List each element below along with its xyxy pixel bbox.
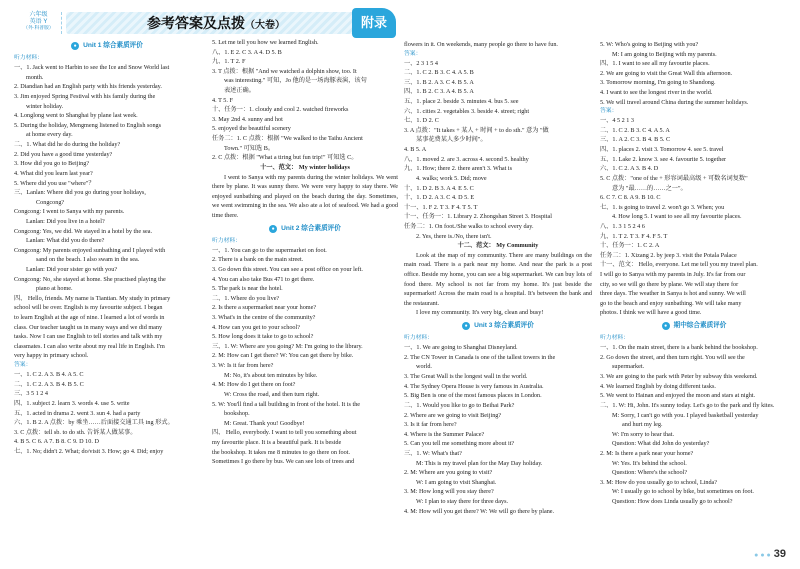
sub-heading: 听力材料： [212,237,241,244]
text-line: 六、1. cities 2. vegetables 3. beside 4. street; right [404,107,530,115]
text-line: was interesting." 可知，Jo 他的是一场海豚表演，该句 [224,77,367,85]
text-line: winter holiday. [26,102,64,110]
text-line: 十一、范文： My winter holidays [260,163,350,171]
section-heading-text: Unit 2 综合素质评价 [281,224,341,232]
page-number [754,546,786,563]
text-line: 3. W: Is it far from here? [212,362,274,370]
text-line: flowers in it. On weekends, many people go there to have fun. [404,41,558,48]
text-line: 4. The Sydney Opera House is very famous in Australia. [404,382,544,390]
sub-heading: 答案： [600,108,618,115]
text-line: 某事花费某人多少时间"。 [416,136,487,144]
text-line: 十、任务一：1. C 2. A [600,242,660,250]
text-line: 2. C 点拨：根据 "What a tiring but fun trip!" 可知选 C。 [212,154,358,162]
sub-heading: 听力材料： [14,55,43,62]
text-line: Sometimes I go there by bus. We can see lots of trees and [212,458,355,466]
text-line: 十二、范文： My Community [457,242,539,250]
text-line: go to the beach and enjoy sunbathing. We will take many [600,299,742,307]
grade-label [16,12,62,34]
text-line: month. [26,73,44,81]
text-line: 4. How long 5. I want to see all my favourite places. [612,213,742,221]
text-line: 四、 Hello, everybody. I want to tell you something about [212,429,357,437]
text-line: tasks. Now I can use English to tell stories and talk with my [14,333,163,341]
text-line: 四、 Hello, friends. My name is Tiantian. My study in primary [14,294,171,302]
text-line: 十一、范文： Hello, everyone. Let me tell you my travel plan. [600,261,758,269]
text-line: 任务二：1. Xizang 2. by jeep 3. visit the Potala Palace [600,251,737,259]
text-line: 一、1. You can go to the supermarket on foot. [212,246,327,254]
text-line: 2. M: How can I get there? W: You can get there by bike. [212,352,354,360]
text-line: 4. walks; work 5. Did; move [416,174,487,182]
text-line: W: I usually go to school by bike, but sometimes on foot. [612,488,754,496]
section-heading [14,41,200,51]
text-line: 意为 "最……的……之一"。 [612,184,687,192]
paragraph: I love my community. It's very big, clean and busy! [416,309,544,317]
text-line: 4. You can also take Bus 471 to get there. [212,275,315,283]
column-1 [14,38,200,457]
text-line: 3. May 2nd 4. sunny and hot [212,115,283,123]
text-line: 六、1. C 2. A 3. B 4. D [600,165,659,173]
text-line: Question: How does Linda usually go to school? [612,498,733,505]
text-line: sand on the beach. I also swam in the sea. [36,256,140,264]
text-line: M: I am going to Beijing with my parents. [612,50,717,58]
text-line: 2. Is there a supermarket near your home? [212,304,317,312]
text-line: 4. How can you get to your school? [212,323,300,331]
text-line: 一、2 3 1 5 4 [404,59,439,67]
text-line: 3. The Great Wall is the longest wall in the world. [404,373,528,381]
text-line: 5. Can you tell me something more about it? [404,440,515,448]
text-line: 九、1. T 2. F [212,58,246,66]
text-line: 十一、任务一：1. Library 2. Zhongshan Street 3. Hospital [404,213,552,221]
text-line: 2. Did you have a good time yesterday? [14,150,113,158]
text-line: 三、1. W: What's that? [404,449,462,457]
column-3 [404,40,592,516]
section-icon: ● [662,322,670,330]
text-line: 二、1. C 2. A 3. B 4. B 5. C [14,380,84,388]
text-line: 十一、1. F 2. T 3. F 4. T 5. T [404,203,478,211]
section-heading-text: 期中综合素质评价 [673,322,727,330]
text-line: W: Cross the road, and then turn right. [224,390,320,398]
text-line: Town." 可知选 B。 [224,144,275,152]
text-line: 二、1. Where do you live? [212,294,280,302]
text-line: Congcong: My parents enjoyed sunbathing and I played with [14,246,166,254]
text-line: 七、1. No; didn't 2. What; do/visit 3. How; go 4. Did; enjoy [14,447,164,455]
text-line: 5. The park is near the hotel. [212,285,283,293]
text-line: city, so we will go there by plane. We will stay there for [600,280,739,288]
text-line: Lanlan: Did you live in a hotel? [26,217,105,225]
text-line: class. Our teacher taught us in many ways and we did many [14,323,163,331]
text-line: 二、1. C 2. B 3. C 4. A 5. B [404,69,474,77]
text-line: 4. Longlong went to Shanghai by plane last week. [14,112,138,120]
text-line: 六、1. B 2. A 点拨：by 乘坐……后面接交通工具 ing 形式。 [14,419,174,427]
text-line: 5. We went to Hainan and enjoyed the moon and stars at night. [600,392,756,400]
text-line: 4. What did you learn last year? [14,169,93,177]
text-line: 八、1. moved 2. are 3. across 4. second 5. healthy [404,155,529,163]
text-line: 三、3 5 1 2 4 [14,390,49,398]
text-line: 四、1. B 2. C 3. A 4. B 5. A [404,88,474,96]
text-line: 2. Diandian had an English party with his friends yesterday. [14,83,162,91]
text-line: 3. M: How do you usually go to school, Linda? [600,478,718,486]
text-line: 一、4 5 2 1 3 [600,117,635,125]
text-line: very happy in primary school. [14,352,89,360]
text-line: 三、1. A 2. C 3. B 4. B 5. C [600,136,671,144]
text-line: 七、1. is going to travel 2. won't go 3. When; you [600,203,725,211]
text-line: 4. M: How will you get there? W: We will go there by plane. [404,507,555,515]
text-line: 2. There is a bank on the main street. [212,256,304,264]
text-line: 3. T 点拨：根据 "And we watched a dolphin show, too. It [212,67,357,75]
text-line: 3. How did you go to Beijing? [14,160,90,168]
page-title-suffix: （大卷） [245,20,285,31]
text-line: piano at home. [36,285,73,293]
text-line: 九、1. How; there 2. there aren't 3. What is [404,165,513,173]
text-line: 5. enjoyed the beautiful scenery [212,125,291,133]
text-line: 3. We are going to the park with Peter by subway this weekend. [600,373,758,381]
text-line: 二、1. What did he do during the holiday? [14,141,121,149]
text-line: Question: What did John do yesterday? [612,440,710,448]
text-line: Congcong: No, she stayed at home. She practised playing the [14,275,166,283]
text-line: W: Yes. It's behind the school. [612,459,687,467]
text-line: 5. How long does it take to go to school? [212,333,314,341]
text-line: 4. B 5. A [404,146,427,154]
text-line: M: Great. Thank you! Goodbye! [224,419,305,427]
text-line: M: This is my travel plan for the May Day holiday. [416,459,543,467]
dots-decoration: ● ● ● [754,551,771,559]
text-line: supermarket. [612,363,645,371]
text-line: 五、1. place 2. beside 3. minutes 4. bus 5. see [404,98,519,106]
text-line: my favourite place. It is a beautiful park. It is beside [212,438,342,446]
text-line: 一、1. Jack went to Harbin to see the Ice and Snow World last [14,64,170,72]
text-line: 2. Where are we going to visit Beijing? [404,411,502,419]
section-heading [404,321,592,331]
sub-heading: 答案： [404,50,422,57]
text-line: 3. Tomorrow morning, I'm going to Shandong. [600,79,716,87]
text-line: school will be over. English is my favourite subject. I began [14,304,163,312]
text-line: 2. M: Is there a park near your home? [600,449,694,457]
text-line: world. [416,363,432,371]
text-line: at home every day. [26,131,73,139]
text-line: bookshop. [224,410,250,418]
title-bar [66,12,366,34]
text-line: three days. The weather in Sanya is hot and sunny. We will [600,290,746,298]
text-line: W: I am going to visit Shanghai. [416,478,497,486]
text-line: 二、1. Would you like to go to Beihai Park? [404,401,515,409]
text-line: 5. During the holiday, Mengmeng listened to English songs [14,121,162,129]
text-line: 5. We will travel around China during the summer holidays. [600,98,749,106]
text-line: 3. Is it far from here? [404,421,457,429]
sub-heading: 听力材料： [404,335,433,342]
text-line: W: I'm sorry to hear that. [612,430,675,438]
text-line: 4. We learned English by doing different tasks. [600,382,716,390]
text-line: 三、1. W: Where are you going? M: I'm going to the library. [212,342,363,350]
text-line: 5. Big Ben is one of the most famous places in London. [404,392,542,400]
text-line: 一、1. We are going to Shanghai Disneyland. [404,344,518,352]
text-line: 任务二：1. C 点拨：根据 "We walked to the Taihu Ancient [212,135,363,143]
grade-text: 六年级 [29,12,48,18]
text-line: 6. C 7. C 8. A 9. B 10. C [600,194,661,202]
text-line: 3. Go down this street. You can see a post office on your left. [212,266,363,273]
text-line: W: I plan to stay there for three days. [416,498,509,505]
text-line: 3. What's in the centre of the community? [212,314,316,322]
text-line: 5. Where did you use "where"？ [14,179,95,187]
text-line: 3. A 点拨："It takes + 某人 + 时间 + to do sth." 意为 "做 [404,126,549,134]
text-line: 3. C 点拨：tell sb. to do sth. 告诉某人做某事。 [14,428,137,436]
text-line: 九、1. T 2. T 3. F 4. F 5. T [600,232,668,240]
text-line: 4. B 5. C 6. A 7. B 8. C 9. D 10. D [14,438,99,446]
text-line: Congcong: Yes, we did. We stayed in a hotel by the sea. [14,227,153,235]
text-line: 5. W: Who's going to Beijing with you? [600,41,699,48]
text-line: 五、1. Lake 2. know 3. see 4. favourite 5. together [600,155,727,163]
text-line: Lanlan: What did you do there? [26,237,105,245]
text-line: Congcong: I went to Sanya with my parents. [14,208,125,216]
section-heading-text: Unit 3 综合素质评价 [474,322,534,330]
column-2 [212,38,398,467]
text-line: 八、1. E 2. C 3. A 4. D 5. B [212,48,282,56]
text-line: I will go to Sanya with my parents in July. It's far from our [600,271,746,278]
text-line: 2. Go down the street, and then turn right. You will see the [600,353,745,361]
subject-text: 英语 Y [29,19,48,26]
text-line: M: Sorry, I can't go with you. I played basketball yesterday [612,411,759,419]
section-heading [212,224,398,234]
text-line: classmates. I can also write about my real life in English. I'm [14,342,165,350]
text-line: 5. W: You'll find a tall building in front of the hotel. It is the [212,400,361,408]
section-icon: ● [71,42,79,50]
text-line: 3. Jim enjoyed Spring Festival with his family during the [14,93,156,101]
text-line: 一、1. C 2. A 3. B 4. A 5. C [14,371,84,379]
text-line: 5. Let me tell you how we learned English. [212,39,319,46]
section-icon: ● [462,322,470,330]
text-line: 三、Lanlan: Where did you go during your holidays, [14,189,146,197]
section-heading-text: Unit 1 综合素质评价 [83,42,143,49]
text-line: 3. M: How long will you stay there? [404,488,494,496]
text-line: 表述正确。 [224,87,255,95]
text-line: 5. C 点拨："one of the + 形容词最高级 + 可数名词复数" [600,174,748,182]
appendix-tab: 附录 [352,8,396,38]
text-line: 四、1. I want to see all my favourite places. [600,60,710,68]
text-line: 4. T 5. F [212,96,233,104]
page-header [14,6,392,40]
text-line: 四、1. subject 2. learn 3. words 4. use 5. write [14,399,130,407]
text-line: photos. I think we will have a good time. [600,309,702,317]
column-4 [600,40,788,507]
text-line: to learn English at the age of nine. I learned a lot of words in [14,314,165,322]
section-icon: ● [269,225,277,233]
sub-heading: 听力材料： [600,335,629,342]
page-title: 参考答案及点拨 [147,15,245,31]
text-line: and hurt my leg. [622,421,663,429]
text-line: 十、1. D 2. B 3. A 4. E 5. C [404,184,474,192]
text-line: 十、任务一：1. cloudy and cool 2. watched fireworks [212,106,349,114]
text-line: 2. M: Where are you going to visit? [404,469,493,477]
text-line: the bookshop. It takes me 8 minutes to go there on foot. [212,448,350,456]
section-heading [600,321,788,331]
text-line: 二、1. C 2. B 3. C 4. A 5. A [600,126,670,134]
text-line: 一、1. On the main street, there is a bank behind the bookshop. [600,344,758,352]
paragraph: Look at the map of my community. There are many buildings on the main road. There is a park near my home. And near the park is a post office. Beside my home, you can see a big supermarket. We can buy lots of food there. My school is not far from my home. It's just beside the supermarket! Across the main road is a hospital. It's between the bank and the restaurant. [404,251,592,307]
sub-heading: 答案： [14,362,32,369]
text-line: Congcong? [36,198,65,206]
text-line: 4. M: How do I get there on foot? [212,381,296,389]
text-line: Lanlan: Did your sister go with you? [26,266,118,273]
text-line: 四、1. places 2. visit 3. Tomorrow 4. see 5. travel [600,146,724,154]
text-line: 4. Where is the Summer Palace? [404,430,485,438]
text-line: Question: Where's the school? [612,469,688,477]
page-number-text: 39 [773,547,786,560]
edition-text: （外·科普版） [23,26,54,32]
text-line: 2. We are going to visit the Great Wall this afternoon. [600,69,733,77]
text-line: 三、1. B 2. A 3. C 4. B 5. A [404,78,474,86]
text-line: 八、1. 3 1 5 2 4 6 [600,222,645,230]
text-line: 4. I want to see the longest river in the world. [600,89,713,97]
paragraph: I went to Sanya with my parents during the winter holidays. We went there by plane. It was sunny there. We were very happy to stay there. We enjoyed sunbathing and played on the beach during the day. Sometimes, we went swimming in the sea. We also ate a lot of seafood. We had a good time there. [212,173,398,219]
text-line: 2. The CN Tower in Canada is one of the tallest towers in the [404,353,556,361]
text-line: 任务二：1. On foot./She walks to school every day. [404,222,534,230]
text-line: M: No, it's about ten minutes by bike. [224,371,318,379]
text-line: 二、1. W: Hi, John. It's sunny today. Let's go to the park and fly kites. [600,401,775,409]
text-line: 十、1. D 2. A 3. C 4. D 5. E [404,194,475,202]
text-line: 七、1. D 2. C [404,117,439,125]
text-line: 2. Yes, there is./No, there isn't. [416,232,492,240]
text-line: 五、1. acted in drama 2. went 3. sun 4. had a party [14,409,141,417]
